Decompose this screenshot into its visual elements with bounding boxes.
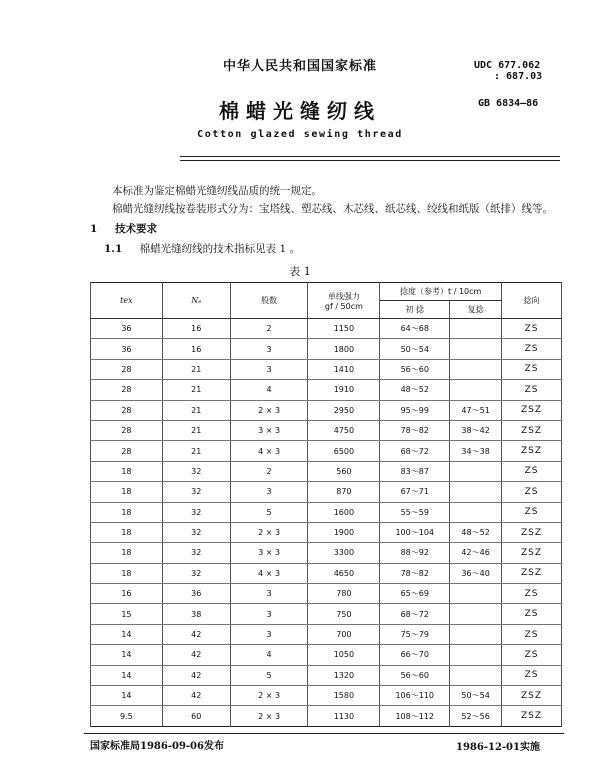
cell-double	[450, 482, 502, 502]
cell-ne: 21	[162, 400, 230, 420]
cell-ply: 3	[230, 624, 308, 644]
cell-ply: 3	[230, 482, 308, 502]
cell-direction: ZSZ	[502, 522, 562, 542]
table-row	[91, 502, 562, 522]
cell-double	[450, 665, 502, 685]
cell-ne: 38	[162, 604, 230, 624]
cell-ply: 4 × 3	[230, 563, 308, 583]
cell-tex: 18	[91, 563, 163, 583]
table-body	[91, 319, 562, 727]
header-strength	[308, 283, 380, 319]
cell-direction: ZS	[502, 604, 562, 624]
header-ne: Nₑ	[162, 283, 230, 319]
cell-ply: 3	[230, 604, 308, 624]
table-row	[91, 461, 562, 481]
cell-strength: 700	[308, 624, 380, 644]
cell-tex: 14	[91, 624, 163, 644]
table-row	[91, 380, 562, 400]
header-rule-bottom	[180, 160, 560, 161]
cell-double: 50～54	[450, 686, 502, 706]
cell-strength: 6500	[308, 441, 380, 461]
cell-ne: 21	[162, 441, 230, 461]
cell-direction: ZS	[502, 584, 562, 604]
header-strength-line-2: gf / 50cm	[324, 301, 363, 311]
cell-initial: 68～72	[380, 604, 450, 624]
cell-initial: 50～54	[380, 339, 450, 359]
cell-double: 47～51	[450, 400, 502, 420]
cell-ne: 21	[162, 359, 230, 379]
cell-ne: 36	[162, 584, 230, 604]
cell-ne: 32	[162, 522, 230, 542]
cell-ply: 3	[230, 339, 308, 359]
cell-direction: ZS	[502, 502, 562, 522]
cell-ply: 3 × 3	[230, 420, 308, 440]
cell-tex: 28	[91, 380, 163, 400]
table-row	[91, 604, 562, 624]
cell-double: 48～52	[450, 522, 502, 542]
cell-direction: ZSZ	[502, 563, 562, 583]
header-rule-top	[180, 156, 560, 157]
cell-strength: 780	[308, 584, 380, 604]
header-initial-twist: 初 捻	[380, 301, 450, 319]
cell-ne: 60	[162, 706, 230, 726]
cell-ne: 32	[162, 563, 230, 583]
cell-direction: ZSZ	[502, 706, 562, 726]
cell-ply: 4	[230, 380, 308, 400]
table-row	[91, 400, 562, 420]
table-row	[91, 441, 562, 461]
cell-initial: 95～99	[380, 400, 450, 420]
cell-direction: ZSZ	[502, 420, 562, 440]
cell-ne: 16	[162, 319, 230, 339]
cell-ne: 16	[162, 339, 230, 359]
cell-double	[450, 319, 502, 339]
cell-strength: 1320	[308, 665, 380, 685]
cell-direction: ZSZ	[502, 400, 562, 420]
table-row	[91, 665, 562, 685]
cell-ne: 42	[162, 645, 230, 665]
cell-strength: 3300	[308, 543, 380, 563]
cell-double	[450, 359, 502, 379]
cell-direction: ZS	[502, 461, 562, 481]
gb-standard-code: GB 6834—86	[478, 98, 539, 109]
cell-ne: 32	[162, 502, 230, 522]
cell-direction: ZSZ	[502, 441, 562, 461]
table-row	[91, 563, 562, 583]
cell-double	[450, 624, 502, 644]
cell-strength: 1580	[308, 686, 380, 706]
cell-double	[450, 584, 502, 604]
cell-double	[450, 645, 502, 665]
cell-strength: 560	[308, 461, 380, 481]
table-row	[91, 420, 562, 440]
table-row	[91, 543, 562, 563]
cell-direction: ZS	[502, 380, 562, 400]
table-row	[91, 645, 562, 665]
cell-tex: 18	[91, 461, 163, 481]
cell-initial: 100～104	[380, 522, 450, 542]
cell-initial: 83～87	[380, 461, 450, 481]
cell-ply: 5	[230, 502, 308, 522]
cell-tex: 36	[91, 319, 163, 339]
cell-ply: 2 × 3	[230, 522, 308, 542]
cell-initial: 56～60	[380, 665, 450, 685]
cell-tex: 15	[91, 604, 163, 624]
cell-tex: 14	[91, 665, 163, 685]
cell-ply: 3	[230, 584, 308, 604]
cell-strength: 1050	[308, 645, 380, 665]
header-twist: 捻度（参考）t / 10cm	[380, 283, 502, 301]
document-subtitle: Cotton glazed sewing thread	[197, 129, 403, 140]
cell-ply: 2	[230, 461, 308, 481]
cell-ne: 42	[162, 624, 230, 644]
cell-strength: 750	[308, 604, 380, 624]
section-1-heading	[90, 221, 157, 236]
cell-initial: 78～82	[380, 563, 450, 583]
cell-tex: 18	[91, 502, 163, 522]
table-row	[91, 319, 562, 339]
cell-ply: 4 × 3	[230, 441, 308, 461]
cell-double	[450, 502, 502, 522]
table-row	[91, 584, 562, 604]
cell-direction: ZS	[502, 645, 562, 665]
cell-double: 52～56	[450, 706, 502, 726]
section-1-1	[104, 241, 300, 256]
cell-double: 38～42	[450, 420, 502, 440]
cell-tex: 28	[91, 400, 163, 420]
cell-strength: 1150	[308, 319, 380, 339]
cell-ne: 42	[162, 686, 230, 706]
table-caption: 表 1	[289, 265, 311, 278]
cell-direction: ZS	[502, 319, 562, 339]
cell-ne: 32	[162, 461, 230, 481]
cell-initial: 67～71	[380, 482, 450, 502]
cell-ply: 5	[230, 665, 308, 685]
cell-ne: 32	[162, 543, 230, 563]
table-row	[91, 482, 562, 502]
section-1-number: 1	[90, 223, 98, 235]
issue-date: 国家标准局1986-09-06发布	[90, 741, 224, 752]
cell-double	[450, 380, 502, 400]
cell-tex: 14	[91, 686, 163, 706]
effective-date: 1986-12-01实施	[456, 742, 540, 753]
table-row	[91, 522, 562, 542]
cell-strength: 1410	[308, 359, 380, 379]
section-1-1-text: 棉蜡光缝纫线的技术指标见表 1 。	[139, 243, 300, 255]
cell-direction: ZSZ	[502, 686, 562, 706]
cell-initial: 88～92	[380, 543, 450, 563]
table-row	[91, 706, 562, 726]
header-double-twist: 复捻	[450, 301, 502, 319]
cell-direction: ZS	[502, 665, 562, 685]
cell-initial: 108～112	[380, 706, 450, 726]
section-1-1-number: 1.1	[104, 243, 123, 255]
cell-ne: 32	[162, 482, 230, 502]
cell-initial: 106～110	[380, 686, 450, 706]
document-title: 棉蜡光缝纫线	[219, 99, 381, 123]
intro-paragraph-2: 棉蜡光缝纫线按卷装形式分为：宝塔线、塑芯线、木芯线、纸芯线、绞线和纸版（纸排）线等。	[112, 203, 553, 215]
cell-ne: 21	[162, 420, 230, 440]
header-tex: tex	[91, 283, 163, 319]
cell-strength: 1900	[308, 522, 380, 542]
cell-ply: 2 × 3	[230, 686, 308, 706]
cell-strength: 4650	[308, 563, 380, 583]
cell-tex: 14	[91, 645, 163, 665]
table-row	[91, 624, 562, 644]
udc-line-2: : 687.03	[494, 71, 543, 82]
cell-double	[450, 461, 502, 481]
cell-tex: 28	[91, 441, 163, 461]
table-row	[91, 686, 562, 706]
intro-paragraph-1: 本标准为鉴定棉蜡光缝纫线品质的统一规定。	[112, 185, 322, 197]
udc-line-1: UDC 677.062	[474, 60, 541, 71]
cell-initial: 75～79	[380, 624, 450, 644]
cell-initial: 55～59	[380, 502, 450, 522]
cell-direction: ZS	[502, 624, 562, 644]
table-row	[91, 339, 562, 359]
header-ply: 股数	[230, 283, 308, 319]
section-1-title: 技术要求	[114, 223, 157, 235]
cell-initial: 56～60	[380, 359, 450, 379]
header-direction: 捻向	[502, 283, 562, 319]
cell-initial: 66～70	[380, 645, 450, 665]
cell-double: 34～38	[450, 441, 502, 461]
cell-ply: 2 × 3	[230, 400, 308, 420]
cell-double: 36～40	[450, 563, 502, 583]
cell-direction: ZS	[502, 359, 562, 379]
cell-initial: 64～68	[380, 319, 450, 339]
cell-strength: 870	[308, 482, 380, 502]
cell-strength: 1910	[308, 380, 380, 400]
cell-ply: 2 × 3	[230, 706, 308, 726]
cell-tex: 18	[91, 482, 163, 502]
cell-initial: 48～52	[380, 380, 450, 400]
cell-ply: 3 × 3	[230, 543, 308, 563]
cell-ne: 42	[162, 665, 230, 685]
cell-double	[450, 604, 502, 624]
table-row	[91, 359, 562, 379]
cell-strength: 1130	[308, 706, 380, 726]
cell-tex: 9.5	[91, 706, 163, 726]
cell-direction: ZSZ	[502, 543, 562, 563]
cell-tex: 28	[91, 420, 163, 440]
cell-double	[450, 339, 502, 359]
cell-direction: ZS	[502, 482, 562, 502]
issuing-authority: 中华人民共和国国家标准	[222, 59, 377, 74]
header-strength-line-1: 单线强力	[327, 291, 360, 301]
cell-ply: 2	[230, 319, 308, 339]
cell-strength: 2950	[308, 400, 380, 420]
cell-ply: 4	[230, 645, 308, 665]
cell-initial: 68～72	[380, 441, 450, 461]
cell-tex: 36	[91, 339, 163, 359]
cell-initial: 65～69	[380, 584, 450, 604]
cell-initial: 78～82	[380, 420, 450, 440]
cell-tex: 16	[91, 584, 163, 604]
cell-strength: 1600	[308, 502, 380, 522]
cell-double: 42～46	[450, 543, 502, 563]
cell-tex: 18	[91, 522, 163, 542]
spec-table	[90, 282, 562, 727]
footer-rule	[84, 733, 564, 734]
cell-strength: 4750	[308, 420, 380, 440]
udc-code	[474, 60, 542, 82]
cell-tex: 28	[91, 359, 163, 379]
cell-tex: 18	[91, 543, 163, 563]
cell-strength: 1800	[308, 339, 380, 359]
cell-ply: 3	[230, 359, 308, 379]
cell-direction: ZS	[502, 339, 562, 359]
cell-ne: 21	[162, 380, 230, 400]
